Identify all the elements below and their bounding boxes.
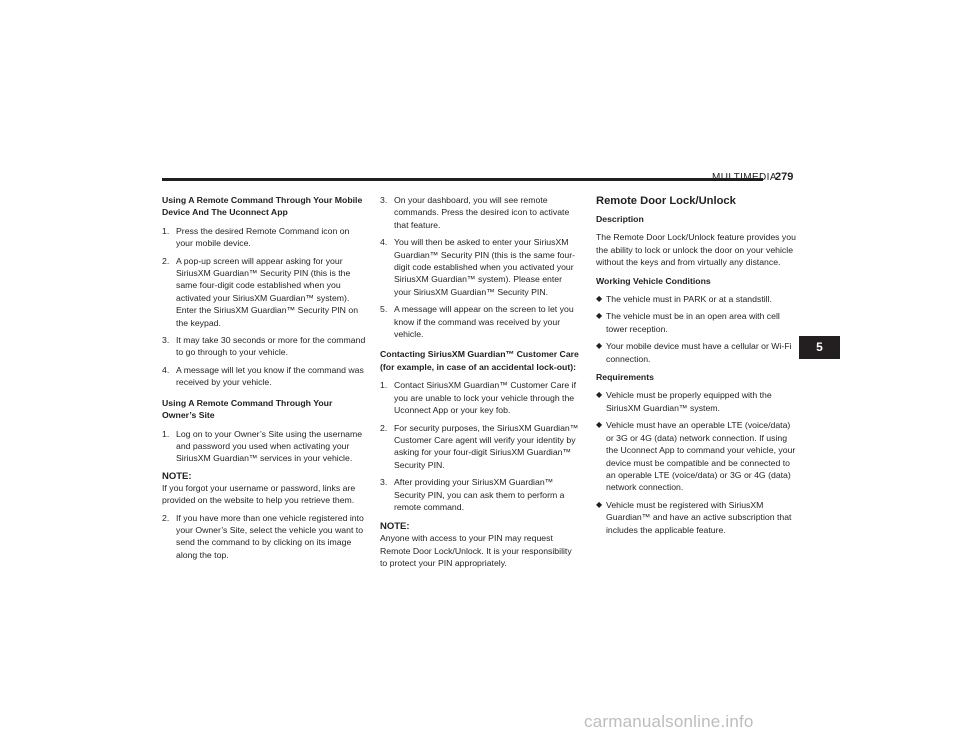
requirements-list — [596, 389, 797, 535]
diamond-bullet-icon: ◆ — [596, 499, 603, 509]
step-text: A message will appear on the screen to let you know if the command was received by your vehicle. — [394, 304, 574, 340]
owners-site-steps — [162, 428, 366, 465]
subheading-working-conditions: Working Vehicle Conditions — [596, 275, 711, 286]
list-item — [380, 236, 579, 298]
step-number: 2. — [380, 422, 388, 433]
step-text: If you have more than one vehicle registered into your Owner’s Site, select the vehicle you want to send the command to by clicking on its image along the top. — [176, 512, 364, 560]
diamond-bullet-icon: ◆ — [596, 420, 603, 430]
list-item — [596, 499, 797, 536]
list-item — [162, 364, 366, 389]
step-number: 4. — [162, 364, 170, 375]
step-text: A message will let you know if the command was received by your vehicle. — [176, 364, 364, 388]
subheading-requirements: Requirements — [596, 372, 654, 383]
step-text: It may take 30 seconds or more for the command to go through to your vehicle. — [176, 335, 366, 358]
step-text: Log on to your Owner’s Site using the username and password you used when activating your SiriusXM Guardian™ services in your vehicle. — [176, 428, 363, 464]
step-text: A pop-up screen will appear asking for your SiriusXM Guardian™ Security PIN (this is the same four-digit code established when you activated your SiriusXM Guardian™ system). Enter the SiriusXM Guardian™ Security PIN on the keypad. — [176, 255, 359, 328]
step-number: 3. — [380, 195, 388, 205]
subheading-owners-site: Using A Remote Command Through Your Owner’s Site — [162, 397, 333, 421]
note-text: If you forgot your username or password, links are provided on the website to help you retrieve them. — [162, 482, 356, 506]
list-item — [380, 194, 579, 231]
list-item — [596, 293, 797, 305]
diamond-bullet-icon: ◆ — [596, 390, 603, 400]
customer-care-steps — [380, 379, 579, 513]
bullet-text: The vehicle must in PARK or at a standstill. — [606, 294, 772, 305]
step-text: You will then be asked to enter your SiriusXM Guardian™ Security PIN (this is the same four-digit code established when you activated your SiriusXM Guardian™ system). Please enter your SiriusXM Guardian™ Security PIN. — [394, 237, 576, 297]
step-text: For security purposes, the SiriusXM Guardian™ Customer Care agent will verify your identity by asking for your four-digit SiriusXM Guardian™ Security PIN. — [394, 422, 579, 470]
list-item — [162, 255, 366, 329]
list-item — [596, 419, 797, 493]
step-number: 4. — [380, 237, 388, 248]
column-middle — [380, 194, 579, 575]
step-number: 3. — [380, 477, 388, 488]
list-item — [380, 379, 579, 416]
diamond-bullet-icon: ◆ — [596, 294, 603, 304]
section-title: Remote Door Lock/Unlock — [596, 195, 736, 207]
step-number: 2. — [162, 512, 170, 523]
step-text: Contact SiriusXM Guardian™ Customer Care if you are unable to lock your vehicle through the Uconnect App or your key fob. — [394, 380, 577, 416]
owners-site-steps-cont — [380, 194, 579, 340]
bullet-text: Your mobile device must have a cellular or Wi-Fi connection. — [606, 341, 792, 364]
list-item — [380, 422, 579, 472]
description-text: The Remote Door Lock/Unlock feature provides you the ability to lock or unlock the door on your vehicle without the keys and from virtually any distance. — [596, 232, 796, 268]
chapter-tab: 5 — [799, 336, 840, 359]
step-number: 3. — [162, 335, 170, 346]
diamond-bullet-icon: ◆ — [596, 311, 603, 321]
owners-site-steps-continued — [162, 512, 366, 562]
header-rule — [162, 178, 763, 181]
bullet-text: Vehicle must be registered with SiriusXM Guardian™ and have an active subscription that includes the applicable feature. — [606, 499, 792, 535]
list-item — [162, 225, 366, 250]
bullet-text: Vehicle must have an operable LTE (voice/data) or 3G or 4G (data) network connection. If using the Uconnect App to command your vehicle, your device must be compatible and be connected to an operable LTE (voice/data) or 3G or 4G (data) network connection. — [606, 420, 796, 493]
list-item — [380, 303, 579, 340]
list-item — [162, 334, 366, 359]
step-number: 5. — [380, 304, 388, 315]
working-conditions-list — [596, 293, 797, 365]
page-number: 279 — [775, 171, 794, 183]
note-label: NOTE: — [162, 470, 192, 482]
bullet-text: The vehicle must be in an open area with cell tower reception. — [606, 311, 780, 334]
list-item — [380, 476, 579, 513]
step-text: Press the desired Remote Command icon on your mobile device. — [176, 225, 350, 249]
mobile-app-steps — [162, 225, 366, 389]
subheading-description: Description — [596, 214, 644, 224]
section-header: MULTIMEDIA — [712, 172, 777, 183]
note-label: NOTE: — [380, 521, 410, 533]
step-number: 1. — [162, 428, 170, 439]
step-number: 2. — [162, 255, 170, 266]
note-text: Anyone with access to your PIN may request Remote Door Lock/Unlock. It is your responsibility to protect your PIN appropriately. — [380, 533, 572, 569]
subheading-mobile-app: Using A Remote Command Through Your Mobile Device And The Uconnect App — [162, 195, 363, 218]
step-number: 1. — [162, 225, 170, 236]
list-item — [596, 310, 797, 335]
watermark: carmanualsonline.info — [584, 712, 754, 731]
step-text: After providing your SiriusXM Guardian™ Security PIN, you can ask them to perform a remote command. — [394, 477, 565, 512]
column-right — [596, 194, 797, 542]
column-left — [162, 194, 366, 569]
bullet-text: Vehicle must be properly equipped with the SiriusXM Guardian™ system. — [606, 390, 772, 413]
list-item — [162, 428, 366, 465]
list-item — [596, 340, 797, 365]
step-text: On your dashboard, you will see remote commands. Press the desired icon to activate that feature. — [394, 195, 570, 230]
step-number: 1. — [380, 380, 388, 391]
list-item — [596, 389, 797, 414]
diamond-bullet-icon: ◆ — [596, 341, 603, 351]
list-item — [162, 512, 366, 562]
subheading-customer-care: Contacting SiriusXM Guardian™ Customer Care (for example, in case of an accidental lock-out): — [380, 349, 579, 372]
